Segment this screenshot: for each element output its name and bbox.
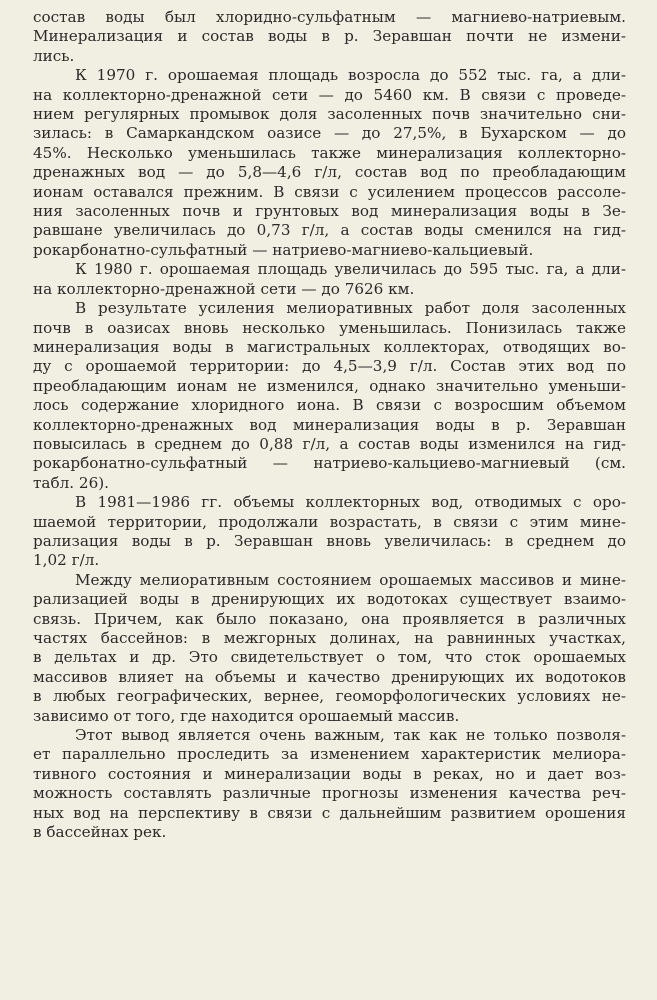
text-line: Этот вывод является очень важным, так как не только позволя- — [75, 726, 626, 745]
text-line: рокарбонатно-сульфатный — натриево-кальциево-магниевый (см. — [33, 454, 626, 473]
text-line: ду с орошаемой территории: до 4,5—3,9 г/л. Состав этих вод по — [33, 357, 626, 376]
text-line: коллекторно-дренажных вод минерализация воды в р. Зеравшан — [33, 415, 626, 434]
text-line: рокарбонатно-сульфатный — натриево-магниево-кальциевый. — [33, 240, 534, 259]
text-line: К 1970 г. орошаемая площадь возросла до 552 тыс. га, а дли- — [75, 66, 626, 85]
text-line: почв в оазисах вновь несколько уменьшилась. Понизилась также — [33, 318, 626, 337]
text-line: массивов влияет на объемы и качество дренирующих их водотоков — [33, 667, 626, 686]
text-line: зилась: в Самаркандском оазисе — до 27,5%, в Бухарском — до — [33, 124, 626, 143]
text-line: нием регулярных промывок доля засоленных почв значительно сни- — [33, 105, 626, 124]
text-line: минерализация воды в магистральных коллекторах, отводящих во- — [33, 337, 626, 356]
text-line: К 1980 г. орошаемая площадь увеличилась до 595 тыс. га, а дли- — [75, 260, 626, 279]
text-line: В результате усиления мелиоративных работ доля засоленных — [75, 299, 626, 318]
text-line: на коллекторно-дренажной сети — до 7626 км. — [33, 279, 415, 298]
paragraph-7 — [33, 726, 637, 842]
text-line: можность составлять различные прогнозы изменения качества реч- — [33, 784, 626, 803]
paragraph-5 — [33, 493, 637, 571]
text-line: ния засоленных почв и грунтовых вод минерализация воды в Зе- — [33, 202, 626, 221]
text-line: частях бассейнов: в межгорных долинах, на равнинных участках, — [33, 629, 626, 647]
text-line: преобладающим ионам не изменился, однако значительно уменьши- — [33, 376, 626, 395]
text-line: Минерализация и состав воды в р. Зеравшан почти не измени- — [33, 27, 626, 46]
paragraph-6 — [33, 571, 637, 726]
text-line: в любых географических, вернее, геоморфологических условиях не- — [33, 687, 626, 706]
paragraph-2 — [33, 66, 637, 260]
text-line: рализация воды в р. Зеравшан вновь увеличилась: в среднем до — [33, 531, 626, 550]
paragraph-1 — [33, 8, 637, 66]
text-line: тивного состояния и минерализации воды в реках, но и дает воз- — [33, 764, 626, 783]
paragraph-4 — [33, 299, 637, 493]
text-line: дренажных вод — до 5,8—4,6 г/л, состав вод по преобладающим — [33, 163, 626, 182]
text-line: ных вод на перспективу в связи с дальнейшим развитием орошения — [33, 803, 626, 822]
text-line: на коллекторно-дренажной сети — до 5460 км. В связи с проведе- — [33, 85, 626, 104]
text-line: 45%. Несколько уменьшилась также минерализация коллекторно- — [33, 143, 626, 162]
text-line: в дельтах и др. Это свидетельствует о том, что сток орошаемых — [33, 648, 626, 667]
text-line: ионам оставался прежним. В связи с усилением процессов рассоле- — [33, 182, 626, 201]
text-line: лось содержание хлоридного иона. В связи с возросшим объемом — [33, 396, 626, 415]
text-line: В 1981—1986 гг. объемы коллекторных вод, отводимых с оро- — [75, 493, 626, 512]
paragraph-3 — [33, 260, 637, 299]
text-line: Между мелиоративным состоянием орошаемых массивов и мине- — [75, 570, 626, 589]
text-line: связь. Причем, как было показано, она проявляется в различных — [33, 609, 626, 628]
text-line: в бассейнах рек. — [33, 823, 167, 842]
text-line: 1,02 г/л. — [33, 551, 100, 570]
text-line: равшане увеличилась до 0,73 г/л, а состав воды сменился на гид- — [33, 221, 626, 240]
text-line: шаемой территории, продолжали возрастать, в связи с этим мине- — [33, 512, 626, 531]
text-line: ет параллельно проследить за изменением характеристик мелиора- — [33, 745, 626, 764]
text-line: лись. — [33, 46, 75, 65]
text-line: рализацией воды в дренирующих их водотоках существует взаимо- — [33, 590, 626, 609]
text-line: состав воды был хлоридно-сульфатным — магниево-натриевым. — [33, 8, 626, 26]
text-line: табл. 26). — [33, 473, 109, 492]
text-line: повысилась в среднем до 0,88 г/л, а состав воды изменился на гид- — [33, 434, 626, 453]
text-line: зависимо от того, где находится орошаемый массив. — [33, 706, 460, 725]
